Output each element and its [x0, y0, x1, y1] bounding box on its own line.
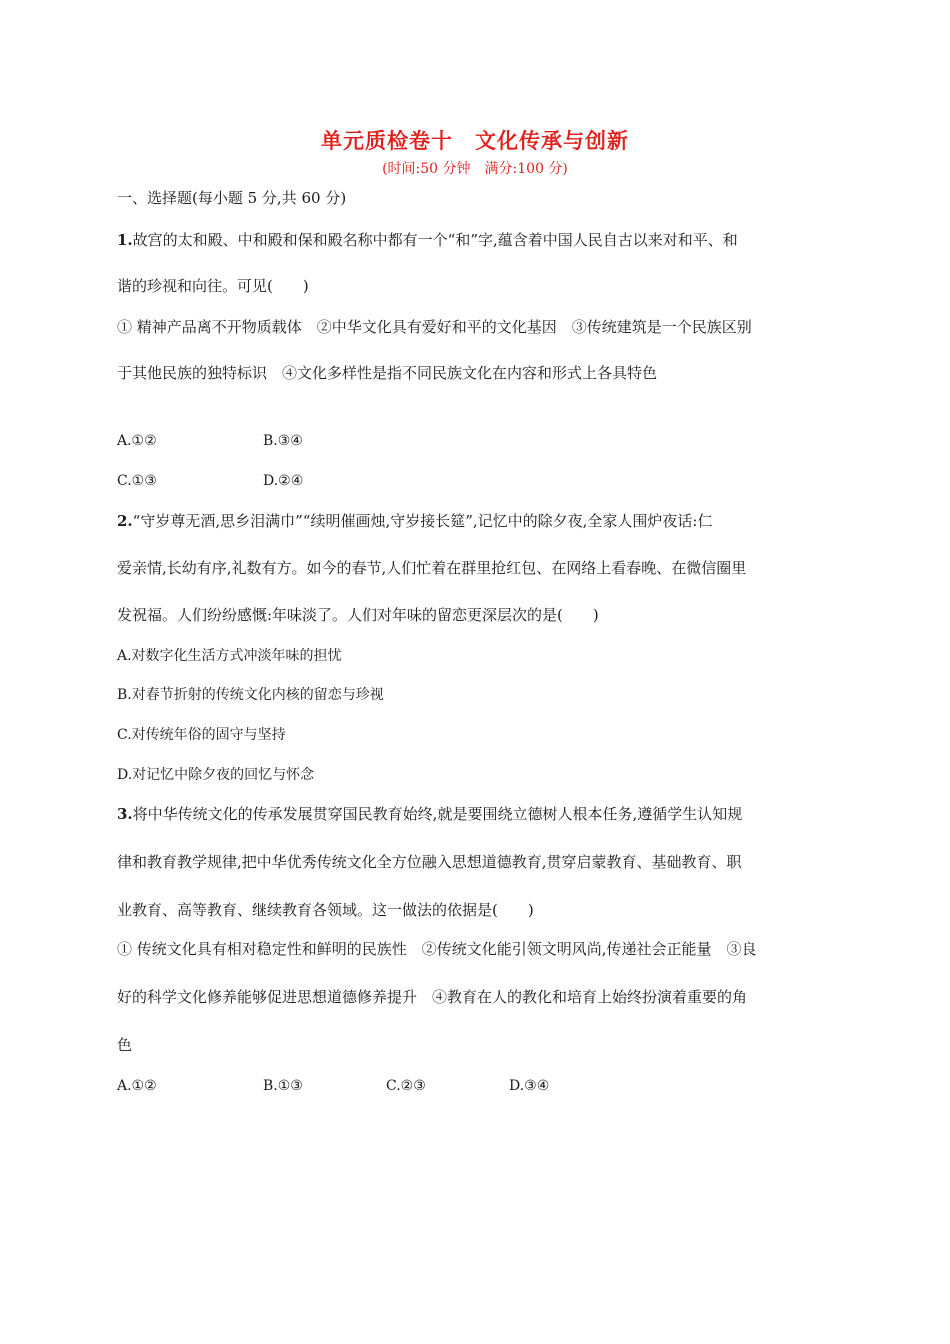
question-3-statement-line-2: 好的科学文化修养能够促进思想道德修养提升 ④教育在人的教化和培育上始终扮演着重要的角	[117, 988, 748, 1006]
q2-option-a[interactable]: A.对数字化生活方式冲淡年味的担忧	[117, 648, 342, 664]
question-number: 1.	[117, 231, 133, 249]
question-3-line-2: 律和教育教学规律,把中华优秀传统文化全方位融入思想道德教育,贯穿启蒙教育、基础教育、职	[117, 853, 742, 871]
page-subtitle: (时间:50 分钟 满分:100 分)	[382, 161, 568, 177]
q3-option-a[interactable]: A.①②	[117, 1078, 157, 1094]
question-2-line-1	[117, 510, 712, 532]
question-1-line-1	[117, 229, 738, 251]
q1-option-a[interactable]: A.①②	[117, 433, 157, 449]
section-heading: 一、选择题(每小题 5 分,共 60 分)	[117, 189, 347, 207]
q1-option-d[interactable]: D.②④	[263, 473, 304, 489]
question-1-statement-line-2: 于其他民族的独特标识 ④文化多样性是指不同民族文化在内容和形式上各具特色	[117, 364, 658, 382]
question-2-line-2: 爱亲情,长幼有序,礼数有方。如今的春节,人们忙着在群里抢红包、在网络上看春晚、在微信圈里	[117, 559, 747, 577]
question-2-line-3: 发祝福。人们纷纷感慨:年味淡了。人们对年味的留恋更深层次的是( )	[117, 606, 599, 624]
question-1-statement-line-1: ① 精神产品离不开物质载体 ②中华文化具有爱好和平的文化基因 ③传统建筑是一个民族区别	[117, 318, 752, 336]
question-text: 故宫的太和殿、中和殿和保和殿名称中都有一个“和”字,蕴含着中国人民自古以来对和平、和	[132, 231, 738, 249]
question-3-statement-line-1: ① 传统文化具有相对稳定性和鲜明的民族性 ②传统文化能引领文明风尚,传递社会正能量 ③良	[117, 940, 757, 958]
question-text: “守岁尊无酒,思乡泪满巾”“续明催画烛,守岁接长筵”,记忆中的除夕夜,全家人围炉夜话:仁	[132, 512, 713, 530]
q1-option-b[interactable]: B.③④	[263, 433, 303, 449]
question-number: 2.	[117, 512, 133, 530]
question-text: 将中华传统文化的传承发展贯穿国民教育始终,就是要围绕立德树人根本任务,遵循学生认知规	[132, 805, 743, 823]
question-3-line-3: 业教育、高等教育、继续教育各领域。这一做法的依据是( )	[117, 901, 534, 919]
q1-option-c[interactable]: C.①③	[117, 473, 157, 489]
page-title: 单元质检卷十 文化传承与创新	[321, 129, 629, 153]
question-1-line-2: 谐的珍视和向往。可见( )	[117, 277, 309, 295]
q3-option-b[interactable]: B.①③	[263, 1078, 303, 1094]
q3-option-d[interactable]: D.③④	[509, 1078, 550, 1094]
q2-option-c[interactable]: C.对传统年俗的固守与坚持	[117, 727, 286, 743]
question-3-line-1	[117, 803, 742, 825]
q2-option-b[interactable]: B.对春节折射的传统文化内核的留恋与珍视	[117, 687, 384, 703]
q2-option-d[interactable]: D.对记忆中除夕夜的回忆与怀念	[117, 767, 315, 783]
q3-option-c[interactable]: C.②③	[386, 1078, 426, 1094]
question-number: 3.	[117, 805, 133, 823]
question-3-statement-line-3: 色	[117, 1036, 133, 1054]
